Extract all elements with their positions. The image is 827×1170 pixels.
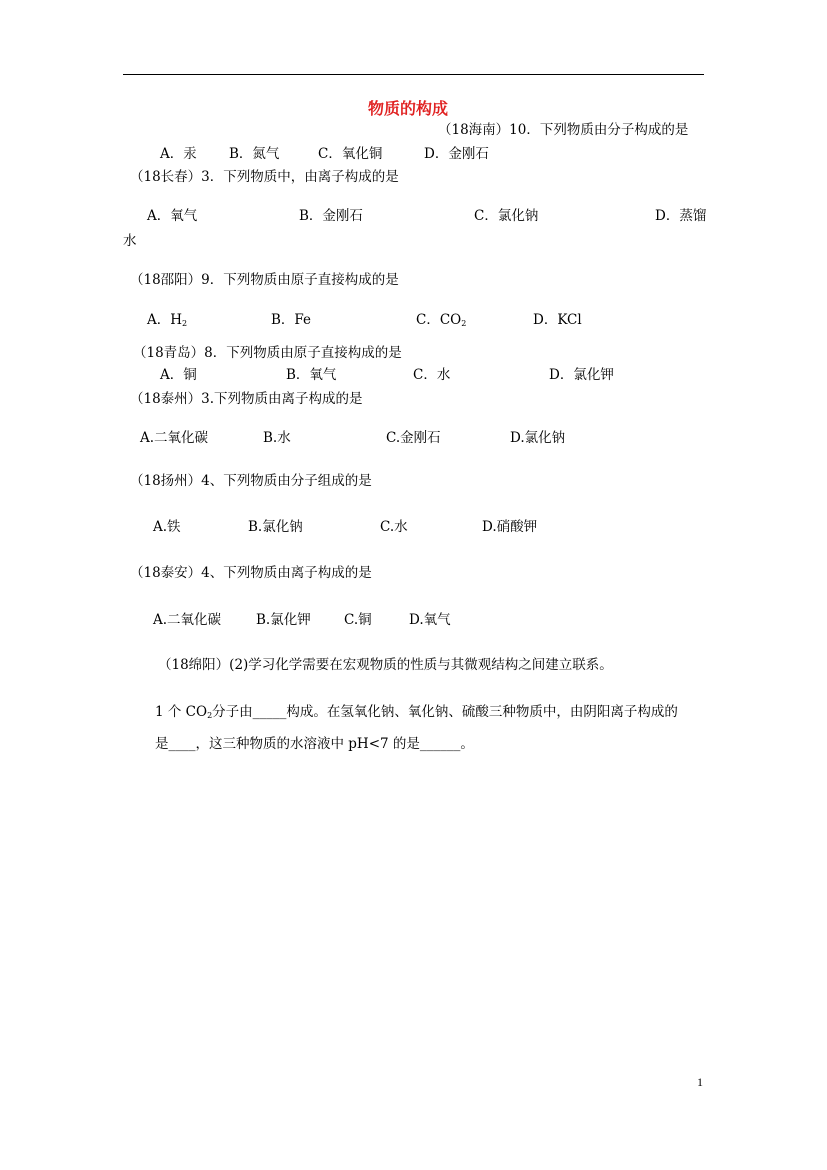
page-title: 物质的构成 bbox=[368, 99, 449, 118]
fill-in-line-1 bbox=[155, 704, 678, 720]
question-stem-changchun: （18长春）3．下列物质中，由离子构成的是 bbox=[130, 169, 399, 185]
option-a-shaoyang-subscript: 2 bbox=[182, 319, 188, 328]
option-a-taian: A.二氧化碳 bbox=[153, 612, 222, 628]
option-a-qingdao: A．铜 bbox=[160, 367, 197, 383]
option-d-taian: D.氧气 bbox=[409, 612, 451, 628]
option-b-qingdao: B．氧气 bbox=[286, 367, 337, 383]
question-stem-mianyang: （18绵阳）(2)学习化学需要在宏观物质的性质与其微观结构之间建立联系。 bbox=[158, 657, 613, 673]
option-c-shaoyang-subscript: 2 bbox=[461, 319, 467, 328]
option-c-taizhou: C.金刚石 bbox=[386, 430, 441, 446]
option-c-shaoyang bbox=[416, 312, 466, 328]
option-c-yangzhou: C.水 bbox=[380, 519, 408, 535]
question-stem-qingdao: （18青岛）8．下列物质由原子直接构成的是 bbox=[133, 345, 402, 361]
option-b-taizhou: B.水 bbox=[263, 430, 291, 446]
option-b-changchun: B．金刚石 bbox=[299, 208, 363, 224]
option-b-taian: B.氯化钾 bbox=[256, 612, 311, 628]
option-d-shaoyang: D．KCl bbox=[533, 312, 582, 328]
option-d-taizhou: D.氯化钠 bbox=[510, 430, 566, 446]
option-a-shaoyang-text: A．H bbox=[147, 312, 183, 328]
option-c-shaoyang-text: C．CO bbox=[416, 312, 462, 328]
option-b-shaoyang: B．Fe bbox=[271, 312, 312, 328]
option-d-yangzhou: D.硝酸钾 bbox=[482, 519, 538, 535]
question-stem-hainan: （18海南）10．下列物质由分子构成的是 bbox=[438, 122, 689, 138]
option-a-yangzhou: A.铁 bbox=[153, 519, 181, 535]
option-c-hainan: C．氧化铜 bbox=[318, 146, 383, 162]
fill-in-line-1-rest: 分子由_____构成。在氢氧化钠、氧化钠、硫酸三种物质中，由阴阳离子构成的 bbox=[212, 704, 678, 720]
page-number: 1 bbox=[697, 1075, 703, 1089]
header-rule bbox=[123, 74, 704, 75]
question-stem-shaoyang: （18邵阳）9．下列物质由原子直接构成的是 bbox=[130, 272, 399, 288]
option-d-changchun: D．蒸馏 bbox=[655, 208, 707, 224]
option-a-changchun: A．氧气 bbox=[147, 208, 198, 224]
option-a-shaoyang bbox=[147, 312, 187, 328]
option-d-changchun-continued: 水 bbox=[123, 233, 137, 249]
fill-in-line-2: 是____，这三种物质的水溶液中 pH<7 的是______。 bbox=[155, 736, 474, 752]
option-a-hainan: A．汞 bbox=[160, 146, 197, 162]
question-stem-taian: （18泰安）4、下列物质由离子构成的是 bbox=[130, 565, 372, 581]
question-stem-taizhou: （18泰州）3.下列物质由离子构成的是 bbox=[130, 391, 363, 407]
fill-in-line-1-start: 1 个 CO bbox=[155, 704, 208, 720]
option-d-hainan: D．金刚石 bbox=[424, 146, 489, 162]
option-a-taizhou: A.二氧化碳 bbox=[140, 430, 209, 446]
option-d-qingdao: D．氯化钾 bbox=[549, 367, 614, 383]
question-stem-yangzhou: （18扬州）4、下列物质由分子组成的是 bbox=[130, 473, 372, 489]
option-b-hainan: B．氮气 bbox=[229, 146, 280, 162]
option-c-changchun: C．氯化钠 bbox=[474, 208, 539, 224]
option-c-qingdao: C．水 bbox=[413, 367, 451, 383]
option-b-yangzhou: B.氯化钠 bbox=[248, 519, 303, 535]
co2-subscript: 2 bbox=[207, 711, 213, 720]
option-c-taian: C.铜 bbox=[344, 612, 372, 628]
